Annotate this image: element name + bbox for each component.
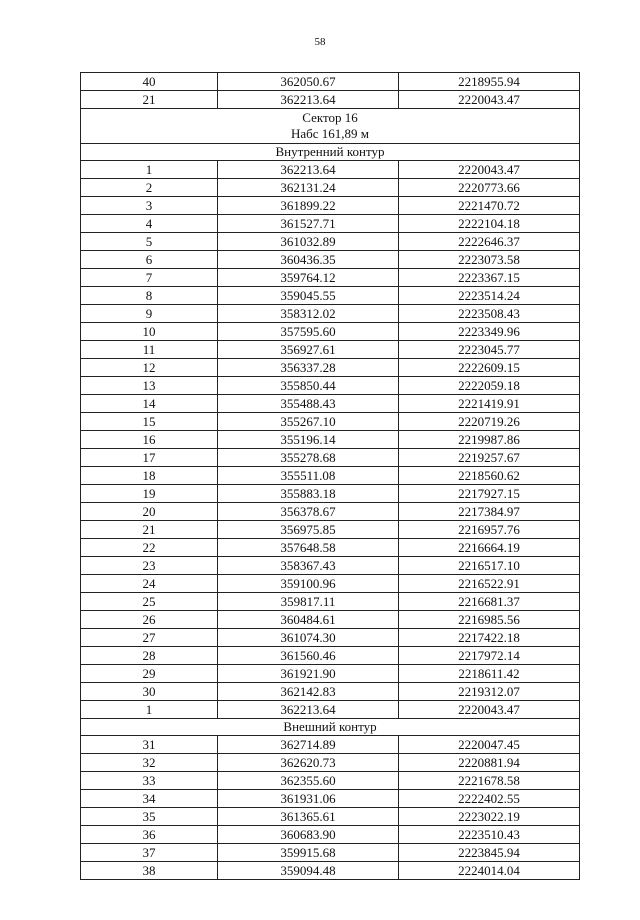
table-row bbox=[81, 395, 580, 413]
table-row bbox=[81, 557, 580, 575]
table-row bbox=[81, 413, 580, 431]
point-number-cell: 29 bbox=[81, 665, 218, 683]
y-coordinate-cell: 2223367.15 bbox=[399, 269, 580, 287]
y-coordinate-cell: 2223510.43 bbox=[399, 826, 580, 844]
x-coordinate-cell: 356975.85 bbox=[218, 521, 399, 539]
coordinates-table-body bbox=[81, 73, 580, 880]
page-number: 58 bbox=[314, 36, 326, 48]
point-number-cell: 19 bbox=[81, 485, 218, 503]
point-number-cell: 40 bbox=[81, 73, 218, 91]
table-row bbox=[81, 683, 580, 701]
table-row bbox=[81, 431, 580, 449]
y-coordinate-cell: 2223045.77 bbox=[399, 341, 580, 359]
table-row bbox=[81, 197, 580, 215]
x-coordinate-cell: 356927.61 bbox=[218, 341, 399, 359]
table-row bbox=[81, 844, 580, 862]
sector-header-cell bbox=[81, 109, 580, 144]
outer-contour-header-row bbox=[81, 719, 580, 736]
point-number-cell: 7 bbox=[81, 269, 218, 287]
y-coordinate-cell: 2217422.18 bbox=[399, 629, 580, 647]
table-row bbox=[81, 323, 580, 341]
point-number-cell: 2 bbox=[81, 179, 218, 197]
x-coordinate-cell: 361365.61 bbox=[218, 808, 399, 826]
y-coordinate-cell: 2216664.19 bbox=[399, 539, 580, 557]
y-coordinate-cell: 2220881.94 bbox=[399, 754, 580, 772]
table-row bbox=[81, 449, 580, 467]
x-coordinate-cell: 356378.67 bbox=[218, 503, 399, 521]
y-coordinate-cell: 2220043.47 bbox=[399, 161, 580, 179]
table-row bbox=[81, 701, 580, 719]
x-coordinate-cell: 361074.30 bbox=[218, 629, 399, 647]
table-row bbox=[81, 73, 580, 91]
point-number-cell: 11 bbox=[81, 341, 218, 359]
table-row bbox=[81, 808, 580, 826]
y-coordinate-cell: 2219312.07 bbox=[399, 683, 580, 701]
table-row bbox=[81, 629, 580, 647]
point-number-cell: 1 bbox=[81, 161, 218, 179]
y-coordinate-cell: 2216522.91 bbox=[399, 575, 580, 593]
x-coordinate-cell: 358312.02 bbox=[218, 305, 399, 323]
x-coordinate-cell: 360484.61 bbox=[218, 611, 399, 629]
y-coordinate-cell: 2222646.37 bbox=[399, 233, 580, 251]
x-coordinate-cell: 355196.14 bbox=[218, 431, 399, 449]
sector-header-row bbox=[81, 109, 580, 144]
point-number-cell: 24 bbox=[81, 575, 218, 593]
y-coordinate-cell: 2217972.14 bbox=[399, 647, 580, 665]
table-row bbox=[81, 754, 580, 772]
y-coordinate-cell: 2218560.62 bbox=[399, 467, 580, 485]
x-coordinate-cell: 362213.64 bbox=[218, 701, 399, 719]
table-row bbox=[81, 251, 580, 269]
y-coordinate-cell: 2216985.56 bbox=[399, 611, 580, 629]
x-coordinate-cell: 362050.67 bbox=[218, 73, 399, 91]
table-row bbox=[81, 790, 580, 808]
table-row bbox=[81, 503, 580, 521]
point-number-cell: 20 bbox=[81, 503, 218, 521]
table-row bbox=[81, 179, 580, 197]
x-coordinate-cell: 362213.64 bbox=[218, 91, 399, 109]
table-row bbox=[81, 826, 580, 844]
point-number-cell: 5 bbox=[81, 233, 218, 251]
x-coordinate-cell: 358367.43 bbox=[218, 557, 399, 575]
point-number-cell: 4 bbox=[81, 215, 218, 233]
point-number-cell: 37 bbox=[81, 844, 218, 862]
x-coordinate-cell: 355488.43 bbox=[218, 395, 399, 413]
table-row bbox=[81, 772, 580, 790]
table-row bbox=[81, 593, 580, 611]
y-coordinate-cell: 2218611.42 bbox=[399, 665, 580, 683]
point-number-cell: 1 bbox=[81, 701, 218, 719]
point-number-cell: 14 bbox=[81, 395, 218, 413]
point-number-cell: 9 bbox=[81, 305, 218, 323]
table-row bbox=[81, 215, 580, 233]
x-coordinate-cell: 360683.90 bbox=[218, 826, 399, 844]
x-coordinate-cell: 362714.89 bbox=[218, 736, 399, 754]
y-coordinate-cell: 2220719.26 bbox=[399, 413, 580, 431]
x-coordinate-cell: 355850.44 bbox=[218, 377, 399, 395]
x-coordinate-cell: 359915.68 bbox=[218, 844, 399, 862]
x-coordinate-cell: 359094.48 bbox=[218, 862, 399, 880]
x-coordinate-cell: 362142.83 bbox=[218, 683, 399, 701]
y-coordinate-cell: 2222104.18 bbox=[399, 215, 580, 233]
point-number-cell: 18 bbox=[81, 467, 218, 485]
table-row bbox=[81, 269, 580, 287]
x-coordinate-cell: 362131.24 bbox=[218, 179, 399, 197]
y-coordinate-cell: 2220043.47 bbox=[399, 91, 580, 109]
y-coordinate-cell: 2223845.94 bbox=[399, 844, 580, 862]
y-coordinate-cell: 2222609.15 bbox=[399, 359, 580, 377]
y-coordinate-cell: 2219257.67 bbox=[399, 449, 580, 467]
point-number-cell: 32 bbox=[81, 754, 218, 772]
point-number-cell: 17 bbox=[81, 449, 218, 467]
coordinates-table bbox=[80, 72, 580, 880]
y-coordinate-cell: 2220043.47 bbox=[399, 701, 580, 719]
y-coordinate-cell: 2222059.18 bbox=[399, 377, 580, 395]
point-number-cell: 26 bbox=[81, 611, 218, 629]
table-row bbox=[81, 665, 580, 683]
point-number-cell: 38 bbox=[81, 862, 218, 880]
x-coordinate-cell: 360436.35 bbox=[218, 251, 399, 269]
table-row bbox=[81, 611, 580, 629]
point-number-cell: 34 bbox=[81, 790, 218, 808]
point-number-cell: 3 bbox=[81, 197, 218, 215]
point-number-cell: 33 bbox=[81, 772, 218, 790]
point-number-cell: 35 bbox=[81, 808, 218, 826]
x-coordinate-cell: 355278.68 bbox=[218, 449, 399, 467]
x-coordinate-cell: 361527.71 bbox=[218, 215, 399, 233]
point-number-cell: 21 bbox=[81, 91, 218, 109]
point-number-cell: 23 bbox=[81, 557, 218, 575]
point-number-cell: 15 bbox=[81, 413, 218, 431]
y-coordinate-cell: 2224014.04 bbox=[399, 862, 580, 880]
y-coordinate-cell: 2223349.96 bbox=[399, 323, 580, 341]
table-row bbox=[81, 233, 580, 251]
x-coordinate-cell: 355511.08 bbox=[218, 467, 399, 485]
x-coordinate-cell: 357595.60 bbox=[218, 323, 399, 341]
inner-contour-header-row bbox=[81, 144, 580, 161]
table-row bbox=[81, 575, 580, 593]
table-row bbox=[81, 521, 580, 539]
table-row bbox=[81, 862, 580, 880]
y-coordinate-cell: 2223073.58 bbox=[399, 251, 580, 269]
table-row bbox=[81, 91, 580, 109]
y-coordinate-cell: 2223022.19 bbox=[399, 808, 580, 826]
x-coordinate-cell: 361032.89 bbox=[218, 233, 399, 251]
x-coordinate-cell: 356337.28 bbox=[218, 359, 399, 377]
point-number-cell: 27 bbox=[81, 629, 218, 647]
point-number-cell: 10 bbox=[81, 323, 218, 341]
y-coordinate-cell: 2221419.91 bbox=[399, 395, 580, 413]
x-coordinate-cell: 357648.58 bbox=[218, 539, 399, 557]
x-coordinate-cell: 355883.18 bbox=[218, 485, 399, 503]
y-coordinate-cell: 2217384.97 bbox=[399, 503, 580, 521]
table-row bbox=[81, 305, 580, 323]
y-coordinate-cell: 2223514.24 bbox=[399, 287, 580, 305]
point-number-cell: 28 bbox=[81, 647, 218, 665]
y-coordinate-cell: 2219987.86 bbox=[399, 431, 580, 449]
point-number-cell: 6 bbox=[81, 251, 218, 269]
x-coordinate-cell: 355267.10 bbox=[218, 413, 399, 431]
x-coordinate-cell: 359764.12 bbox=[218, 269, 399, 287]
point-number-cell: 13 bbox=[81, 377, 218, 395]
outer-contour-title: Внешний контур bbox=[81, 719, 580, 736]
y-coordinate-cell: 2221470.72 bbox=[399, 197, 580, 215]
point-number-cell: 21 bbox=[81, 521, 218, 539]
x-coordinate-cell: 359045.55 bbox=[218, 287, 399, 305]
sector-title: Сектор 16 bbox=[302, 110, 358, 125]
x-coordinate-cell: 361560.46 bbox=[218, 647, 399, 665]
table-row bbox=[81, 736, 580, 754]
table-row bbox=[81, 377, 580, 395]
y-coordinate-cell: 2217927.15 bbox=[399, 485, 580, 503]
y-coordinate-cell: 2218955.94 bbox=[399, 73, 580, 91]
y-coordinate-cell: 2223508.43 bbox=[399, 305, 580, 323]
x-coordinate-cell: 362355.60 bbox=[218, 772, 399, 790]
point-number-cell: 8 bbox=[81, 287, 218, 305]
x-coordinate-cell: 359100.96 bbox=[218, 575, 399, 593]
table-row bbox=[81, 467, 580, 485]
point-number-cell: 22 bbox=[81, 539, 218, 557]
x-coordinate-cell: 359817.11 bbox=[218, 593, 399, 611]
y-coordinate-cell: 2216957.76 bbox=[399, 521, 580, 539]
point-number-cell: 16 bbox=[81, 431, 218, 449]
table-row bbox=[81, 647, 580, 665]
table-row bbox=[81, 161, 580, 179]
point-number-cell: 30 bbox=[81, 683, 218, 701]
x-coordinate-cell: 361931.06 bbox=[218, 790, 399, 808]
y-coordinate-cell: 2220773.66 bbox=[399, 179, 580, 197]
y-coordinate-cell: 2216517.10 bbox=[399, 557, 580, 575]
y-coordinate-cell: 2220047.45 bbox=[399, 736, 580, 754]
x-coordinate-cell: 362620.73 bbox=[218, 754, 399, 772]
point-number-cell: 12 bbox=[81, 359, 218, 377]
table-row bbox=[81, 359, 580, 377]
x-coordinate-cell: 361921.90 bbox=[218, 665, 399, 683]
y-coordinate-cell: 2221678.58 bbox=[399, 772, 580, 790]
y-coordinate-cell: 2216681.37 bbox=[399, 593, 580, 611]
point-number-cell: 36 bbox=[81, 826, 218, 844]
table-row bbox=[81, 539, 580, 557]
sector-height: Набс 161,89 м bbox=[290, 126, 370, 141]
point-number-cell: 31 bbox=[81, 736, 218, 754]
table-row bbox=[81, 485, 580, 503]
x-coordinate-cell: 361899.22 bbox=[218, 197, 399, 215]
point-number-cell: 25 bbox=[81, 593, 218, 611]
table-row bbox=[81, 287, 580, 305]
x-coordinate-cell: 362213.64 bbox=[218, 161, 399, 179]
inner-contour-title: Внутренний контур bbox=[81, 144, 580, 161]
y-coordinate-cell: 2222402.55 bbox=[399, 790, 580, 808]
table-row bbox=[81, 341, 580, 359]
